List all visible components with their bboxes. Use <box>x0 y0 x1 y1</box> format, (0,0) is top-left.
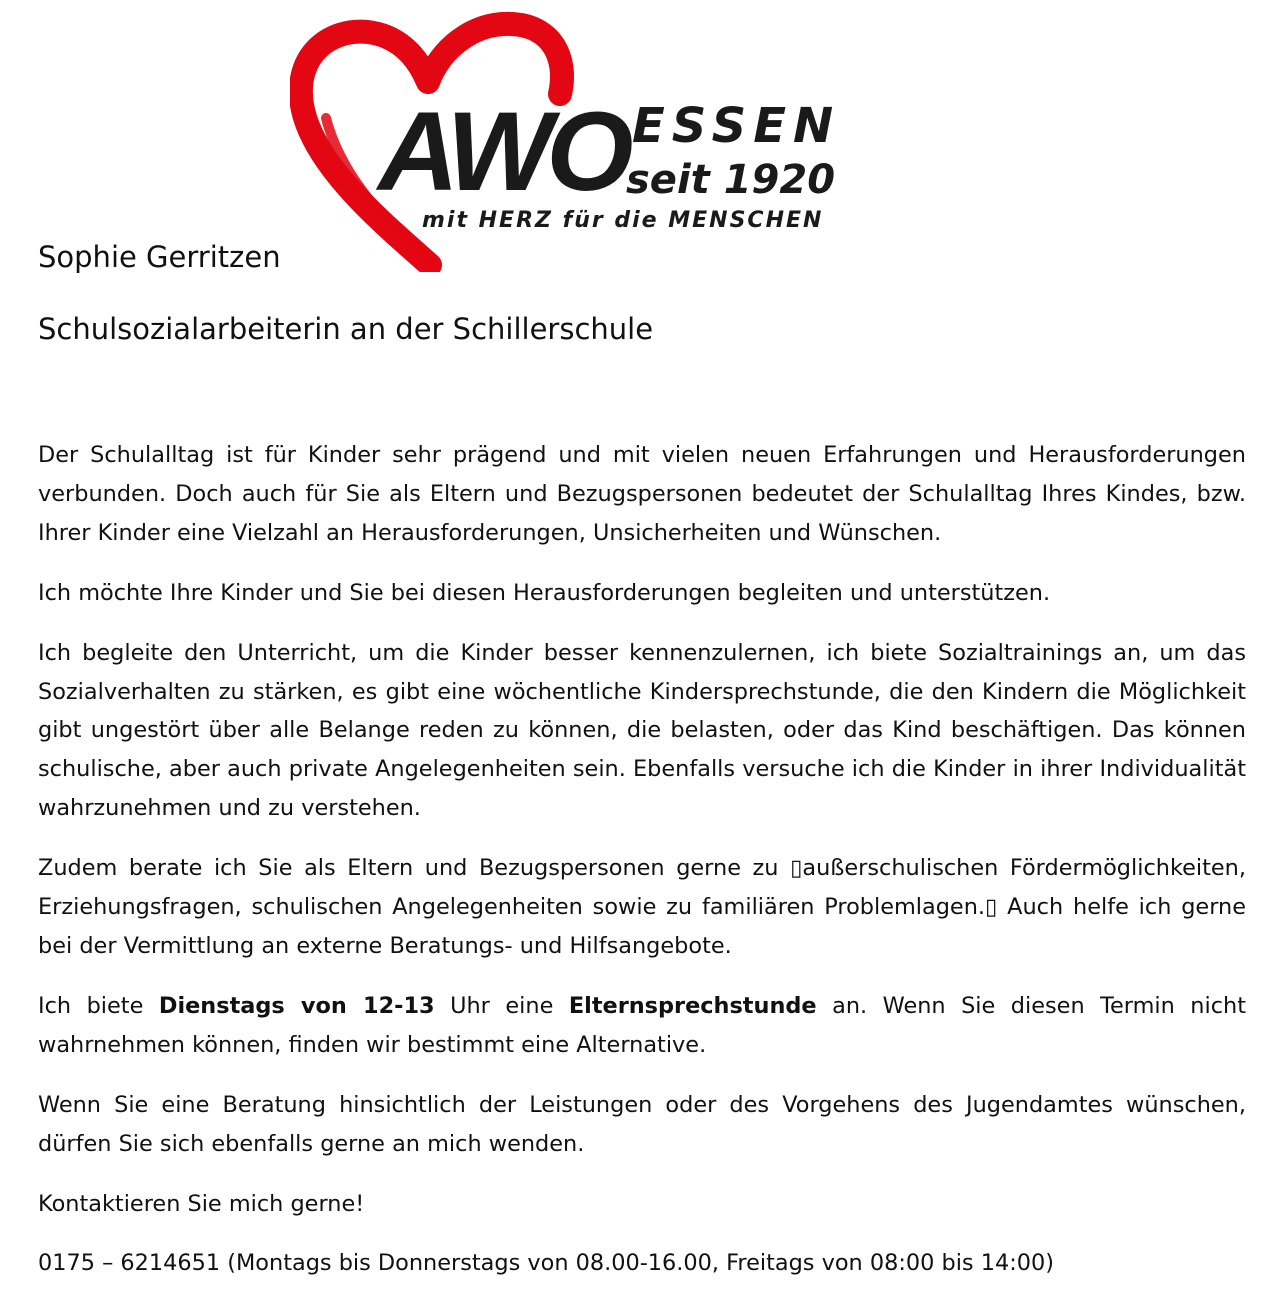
paragraph-parent-counseling: Zudem berate ich Sie als Eltern und Bezugspersonen gerne zu ▯außerschulischen Fördermöglichkeiten, Erziehungsfragen, schulischen Angelegenheiten sowie zu familiären Problemlagen.▯ Auch helfe ich gerne bei der Vermittlung an externe Beratungs- und Hilfsangebote. <box>38 855 1246 959</box>
office-hours-pre: Ich biete <box>38 992 159 1019</box>
person-name: Sophie Gerritzen <box>38 240 281 274</box>
awo-logo <box>290 10 850 272</box>
paragraph-youth-office: Wenn Sie eine Beratung hinsichtlich der Leistungen oder des Vorgehens des Jugendamtes wünschen, dürfen Sie sich ebenfalls gerne an mich wenden. <box>38 1091 1246 1157</box>
office-hours-time: Dienstags von 12-13 <box>158 992 435 1019</box>
office-hours-title: Elternsprechstunde <box>568 992 817 1019</box>
office-hours-post: an. Wenn Sie diesen Termin nicht wahrnehmen können, finden wir bestimmt eine Alternative. <box>38 992 1246 1058</box>
contact-phone-hours: 0175 – 6214651 (Montags bis Donnerstags von 08.00-16.00, Freitags von 08:00 bis 14:00) <box>38 1250 1054 1277</box>
logo-since: seit 1920 <box>626 157 836 203</box>
logo-slogan: mit HERZ für die MENSCHEN <box>422 208 824 233</box>
paragraph-activities: Ich begleite den Unterricht, um die Kinder besser kennenzulernen, ich biete Sozialtrainings an, um das Sozialverhalten zu stärken, es gibt eine wöchentliche Kindersprechstunde, die den Kindern die Möglichkeit gibt ungestört über alle Belange reden zu können, die belasten, oder das Kind beschäftigen. Das können schulische, aber auch private Angelegenheiten sein. Ebenfalls versuche ich die Kinder in ihrer Individualität wahrzunehmen und zu verstehen. <box>38 639 1246 822</box>
letter-body <box>38 436 1246 1304</box>
awo-heart-logo-graphic <box>290 10 850 272</box>
paragraph-support: Ich möchte Ihre Kinder und Sie bei diesen Herausforderungen begleiten und unterstützen. <box>38 579 1051 606</box>
person-role: Schulsozialarbeiterin an der Schillerschule <box>38 312 654 346</box>
office-hours-mid: Uhr eine <box>434 992 569 1019</box>
paragraph-office-hours <box>38 987 1246 1065</box>
logo-city: ESSEN <box>632 98 841 154</box>
logo-brand: AWO <box>378 89 628 214</box>
paragraph-intro: Der Schulalltag ist für Kinder sehr prägend und mit vielen neuen Erfahrungen und Herausforderungen verbunden. Doch auch für Sie als Eltern und Bezugspersonen bedeutet der Schulalltag Ihres Kindes, bzw. Ihrer Kinder eine Vielzahl an Herausforderungen, Unsicherheiten und Wünschen. <box>38 442 1246 546</box>
paragraph-contact-invite: Kontaktieren Sie mich gerne! <box>38 1190 365 1217</box>
